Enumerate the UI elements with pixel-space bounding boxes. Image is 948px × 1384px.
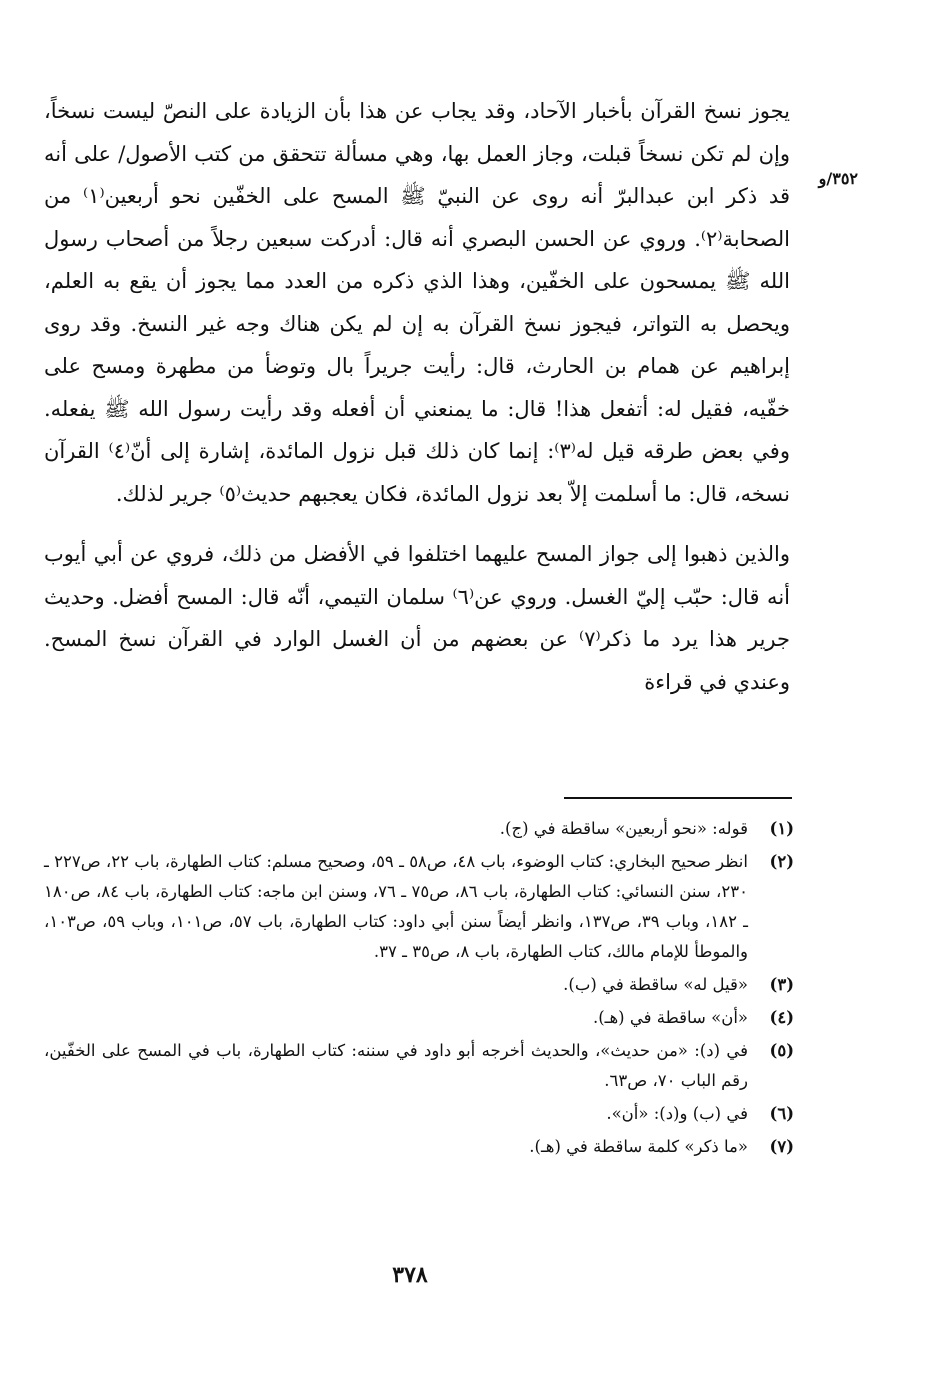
- footnote-text: «أن» ساقطة في (هـ).: [592, 1008, 748, 1027]
- footnote-text: «ما ذكر» كلمة ساقطة في (هـ).: [529, 1137, 748, 1156]
- footnote-number: (٢): [769, 852, 794, 871]
- footnote-7: [44, 1132, 794, 1162]
- footnote-text: انظر صحيح البخاري: كتاب الوضوء، باب ٤٨، ص٥٨ ـ ٥٩، وصحيح مسلم: كتاب الطهارة، باب ٢٢، ص٢٢٧ ـ ٢٣٠، سنن النسائي: كتاب الطهارة، باب ٨٦، ص٧٥ ـ ٧٦، وسنن ابن ماجه: كتاب الطهارة، باب ٨٤، ص١٨٠ ـ ١٨٢، وباب ٣٩، ص١٣٧، وانظر أيضاً سنن أبي داود: كتاب الطهارة، باب ٥٧، ص١٠١، وباب ٥٩، ص١٠٣، والموطأ للإمام مالك، كتاب الطهارة، باب ٨، ص٣٥ ـ ٣٧.: [44, 852, 748, 961]
- footnote-number: (٤): [769, 1008, 794, 1027]
- main-text: [44, 90, 790, 703]
- footnote-4: [44, 1003, 794, 1033]
- paragraph-1: يجوز نسخ القرآن بأخبار الآحاد، وقد يجاب عن هذا بأن الزيادة على النصّ ليست نسخاً، وإن لم تكن نسخاً قبلت، وجاز العمل بها، وهي مسألة تتحقق من كتب الأصول/ على أنه قد ذكر ابن عبدالبرّ أنه روى عن النبيّ ﷺ المسح على الخفّين نحو أربعين⁽١⁾ من الصحابة⁽٢⁾. وروي عن الحسن البصري أنه قال: أدركت سبعين رجلاً من أصحاب رسول الله ﷺ يمسحون على الخفّين، وهذا الذي ذكره من العدد مما يجوز أن يقع به العلم، ويحصل به التواتر، فيجوز نسخ القرآن به إن لم يكن هناك وجه غير النسخ. وقد روى إبراهيم عن همام بن الحارث، قال: رأيت جريراً بال وتوضأ من مطهرة ومسح على خفّيه، فقيل له: أتفعل هذا! قال: ما يمنعني أن أفعله وقد رأيت رسول الله ﷺ يفعله. وفي بعض طرقه قيل له⁽٣⁾: إنما كان ذلك قبل نزول المائدة، إشارة إلى أنّ⁽٤⁾ القرآن نسخه، قال: ما أسلمت إلاّ بعد نزول المائدة، فكان يعجبهم حديث⁽٥⁾ جرير لذلك.: [44, 99, 790, 506]
- footnotes: [44, 814, 794, 1165]
- footnote-text: في (ب) و(د): «أن».: [606, 1104, 748, 1123]
- footnote-5: [44, 1036, 794, 1096]
- manuscript-folio-marker: ٣٥٢/و: [818, 169, 858, 188]
- footnote-1: [44, 814, 794, 844]
- footnote-number: (٥): [769, 1041, 794, 1060]
- footnote-6: [44, 1099, 794, 1129]
- footnote-text: «قيل له» ساقطة في (ب).: [563, 975, 748, 994]
- page-number: ٣٧٨: [392, 1262, 428, 1288]
- footnote-number: (٧): [769, 1137, 794, 1156]
- footnote-number: (٦): [769, 1104, 794, 1123]
- footnote-2: [44, 847, 794, 967]
- footnote-number: (٣): [769, 975, 794, 994]
- footnote-text: في (د): «من حديث»، والحديث أخرجه أبو داود في سننه: كتاب الطهارة، باب في المسح على الخفّين، رقم الباب ٧٠، ص٦٣.: [44, 1041, 748, 1090]
- footnote-divider: [564, 797, 792, 799]
- paragraph-2: والذين ذهبوا إلى جواز المسح عليهما اختلفوا في الأفضل من ذلك، فروي عن أبي أيوب أنه قال: حبّب إليّ الغسل. وروي عن⁽٦⁾ سلمان التيمي، أنّه قال: المسح أفضل. وحديث جرير هذا يرد ما ذكر⁽٧⁾ عن بعضهم من أن الغسل الوارد في القرآن نسخ المسح. وعندي في قراءة: [44, 542, 790, 694]
- footnote-text: قوله: «نحو أربعين» ساقطة في (ج).: [499, 819, 748, 838]
- footnote-number: (١): [769, 819, 794, 838]
- footnote-3: [44, 970, 794, 1000]
